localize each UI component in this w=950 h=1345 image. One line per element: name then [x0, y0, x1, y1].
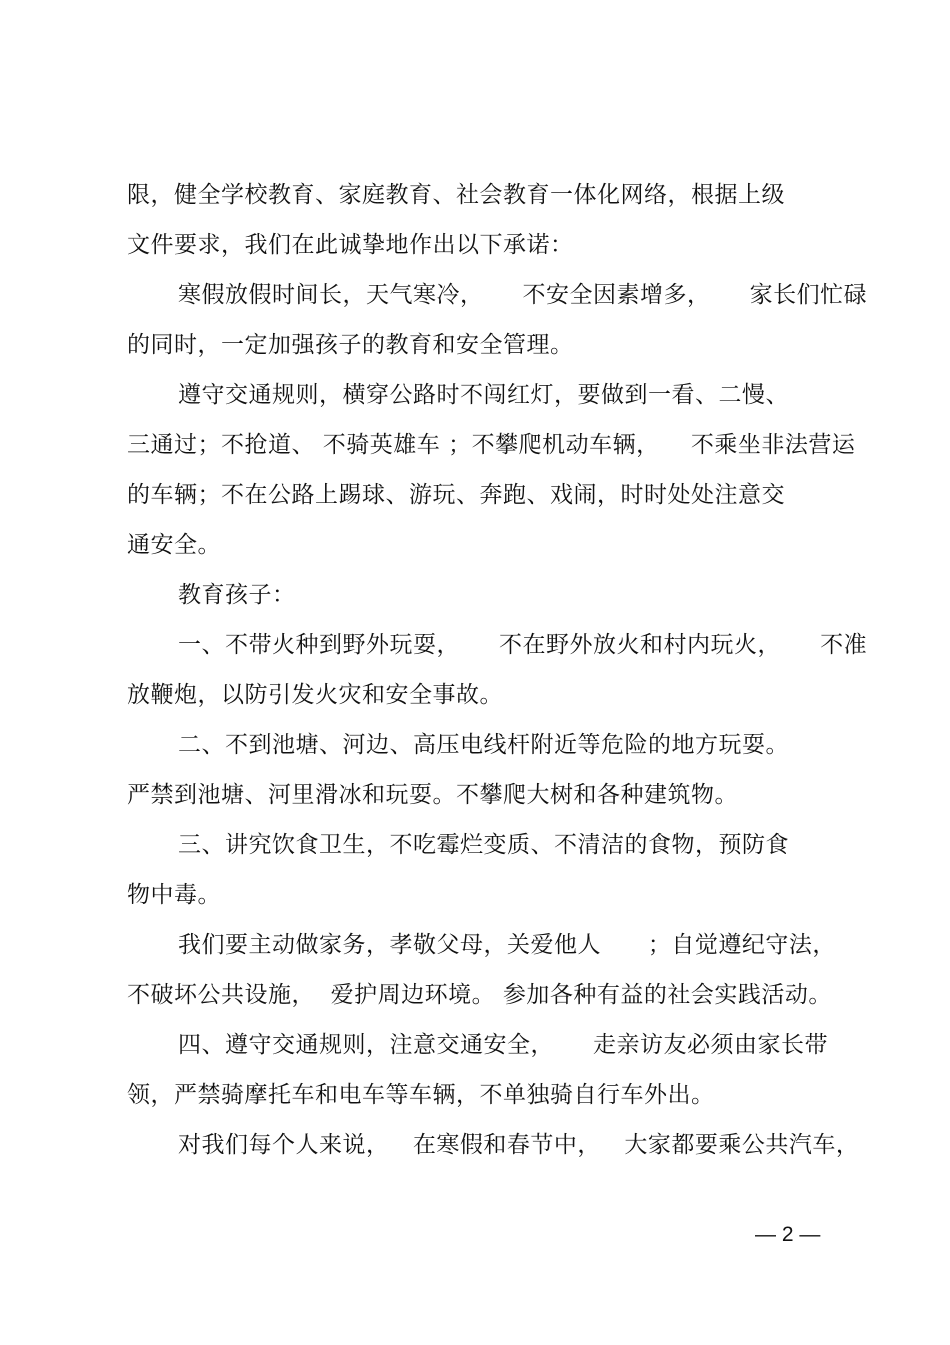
text-line: 文件要求，我们在此诚挚地作出以下承诺： [127, 232, 574, 258]
paragraph-line: 教育孩子： [178, 582, 296, 608]
page-number: — 2 — [755, 1223, 821, 1246]
text-line: 领，严禁骑摩托车和电车等车辆，不单独骑自行车外出。 [127, 1082, 715, 1108]
text-line: 的同时，一定加强孩子的教育和安全管理。 [127, 332, 574, 358]
text-line: 不破坏公共设施， 爱护周边环境。 参加各种有益的社会实践活动。 [127, 982, 832, 1008]
text-line: 三通过；不抢道、 不骑英雄车 ；不攀爬机动车辆， 不乘坐非法营运 [127, 432, 856, 458]
text-line: 严禁到池塘、河里滑冰和玩耍。不攀爬大树和各种建筑物。 [127, 782, 738, 808]
text-line: 物中毒。 [127, 882, 221, 908]
paragraph-line: 三、讲究饮食卫生，不吃霉烂变质、不清洁的食物，预防食 [178, 832, 789, 858]
paragraph-line: 一、不带火种到野外玩耍， 不在野外放火和村内玩火， 不准 [178, 632, 868, 658]
paragraph-line: 遵守交通规则，横穿公路时不闯红灯，要做到一看、二慢、 [178, 382, 789, 408]
text-line: 限，健全学校教育、家庭教育、社会教育一体化网络，根据上级 [127, 182, 785, 208]
paragraph-line: 对我们每个人来说， 在寒假和春节中， 大家都要乘公共汽车， [178, 1132, 860, 1158]
paragraph-line: 我们要主动做家务，孝敬父母，关爱他人 ；自觉遵纪守法， [178, 932, 836, 958]
paragraph-line: 四、遵守交通规则，注意交通安全， 走亲访友必须由家长带 [178, 1032, 829, 1058]
text-line: 的车辆；不在公路上踢球、游玩、奔跑、戏闹，时时处处注意交 [127, 482, 785, 508]
paragraph-line: 二、不到池塘、河边、高压电线杆附近等危险的地方玩耍。 [178, 732, 789, 758]
text-line: 放鞭炮，以防引发火灾和安全事故。 [127, 682, 503, 708]
text-line: 通安全。 [127, 532, 221, 558]
paragraph-line: 寒假放假时间长，天气寒冷， 不安全因素增多， 家长们忙碌 [178, 282, 868, 308]
